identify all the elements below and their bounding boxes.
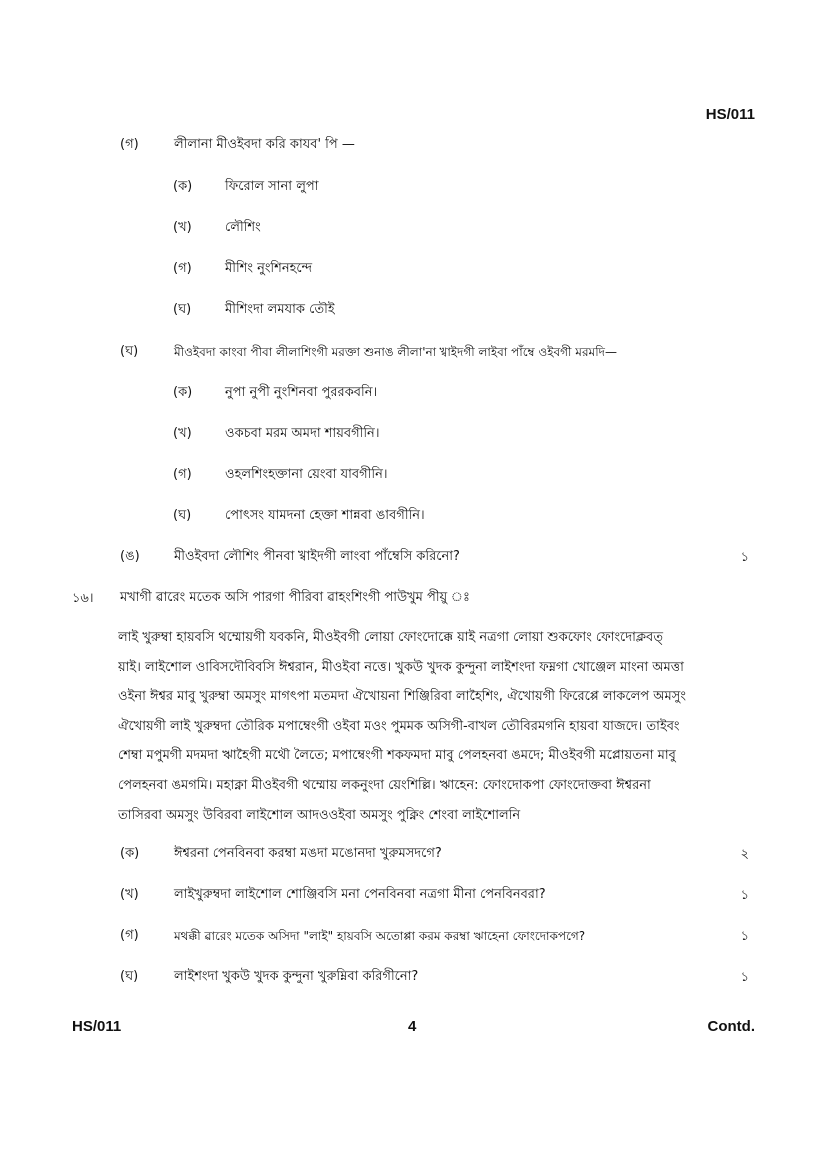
section-gha-question: মীওইবদা কাংবা পীবা লীলাশিংগী মরক্তা শুনাঙ লীলা'না খ্বাইদগী লাইবা পাঁম্বে ওইবগী মরমদি— (174, 345, 617, 359)
subquestion-text: লাইখুরুম্বদা লাইশোল শোঞ্জিবসি মনা পেনবিনবা নত্রগা মীনা পেনবিনবরা? (174, 887, 546, 902)
subquestion-text: লাইশংদা খুকউ খুদক কুন্দুনা খুরুম্নিবা করিগীনো? (174, 969, 419, 984)
option-label: (গ) (173, 467, 192, 482)
option-text: নুপা নুপী নুংশিনবা পুররকবনি। (225, 385, 378, 400)
paper-code-header: HS/011 (705, 106, 755, 123)
passage-line: য়াই। লাইশোল ওাবিসদৌবিবসি ঈশ্বরান, মীওইবা নত্তে। খুকউ খুদক কুন্দুনা লাইশংদা ফম্নগা খোঞ্জেল মাংনা অমত্তা (118, 659, 684, 675)
option-text: মীশিংদা লমযাক তৌই (225, 302, 335, 317)
option-text: ওহলশিংহক্তানা য়েংবা যাবগীনি। (225, 467, 388, 482)
passage-line: পেলহনবা ঙমগমি। মহাক্না মীওইবগী থম্মোয় লকনুংদা য়েংশিল্লি। ঋাহেন: ফোংদোকপা ফোংদোক্তবা ঈশ্বরনা (118, 777, 651, 793)
marks-value: ২ (740, 847, 749, 862)
marks-value: ১ (740, 929, 749, 944)
passage-line: শেম্বা মপুমগী মদমদা ঋাহৈগী মথৌ লৈতে; মপাম্বেংগী শকফমদা মাবু পেলহনবা ঙমদে; মীওইবগী মপ্লোয়তনা মাবু (118, 748, 676, 764)
option-text: লৌশিং (225, 220, 261, 235)
continued-label: Contd. (707, 1018, 755, 1035)
marks-value: ১ (740, 970, 749, 985)
question-number: ১৬। (72, 591, 94, 606)
option-label: (ঘ) (173, 508, 192, 523)
subquestion-label: (ঘ) (120, 969, 139, 984)
option-label: (খ) (173, 426, 192, 441)
section-uo-label: (ঙ) (120, 549, 140, 564)
option-text: ফিরোল সানা লুপা (225, 179, 319, 194)
option-text: মীশিং নুংশিনহন্দে (225, 261, 313, 276)
passage-line: লাই খুরুম্বা হায়বসি থম্মোয়গী যবকনি, মীওইবগী লোয়া ফোংদোক্কে য়াই নত্রগা লোয়া শুকফোং ফোংদোক্লবত্ (118, 630, 664, 645)
subquestion-label: (ক) (120, 846, 140, 861)
subquestion-text: মথক্কী ৱারেং মতেক অসিদা "লাই" হায়বসি অতোপ্পা করম করম্বা ঋাহেনা ফোংদোকপগে? (174, 929, 586, 943)
page-number: 4 (408, 1018, 417, 1035)
option-label: (গ) (173, 261, 192, 276)
option-text: পোৎসং যামদনা হেক্তা শান্নবা ঙাবগীনি। (225, 508, 425, 523)
option-label: (ক) (173, 385, 193, 400)
marks-value: ১ (740, 550, 749, 565)
section-ga-question: লীলানা মীওইবদা করি কাযব' পি — (174, 137, 355, 152)
section-uo-question: মীওইবদা লৌশিং পীনবা খ্বাইদগী লাংবা পাঁম্বেসি করিনো? (174, 549, 460, 564)
option-label: (ঘ) (173, 302, 192, 317)
option-label: (খ) (173, 220, 192, 235)
marks-value: ১ (740, 888, 749, 903)
subquestion-label: (খ) (120, 887, 139, 902)
section-ga-label: (গ) (120, 137, 139, 152)
option-label: (ক) (173, 179, 193, 194)
passage-line: ঐখোয়গী লাই খুরুম্বদা তৌরিক মপাম্বেংগী ওইবা মওং পুমমক অসিগী-বাখল তৌবিরমগনি হায়বা যাজদে। তাইবং (118, 718, 680, 734)
option-text: ওকচবা মরম অমদা শায়বগীনি। (225, 426, 380, 441)
subquestion-label: (গ) (120, 928, 139, 943)
passage-line: তাসিরবা অমসুং উবিরবা লাইশোল আদওওইবা অমসুং পুক্নিং শেংবা লাইশোলনি (118, 807, 521, 823)
question-instruction: মখাগী ৱারেং মতেক অসি পারগা পীরিবা ৱাহংশিংগী পাউখুম পীয়ু ঃ (120, 590, 470, 605)
subquestion-text: ঈশ্বরনা পেনবিনবা করম্বা মঙদা মঙোনদা খুরুমসদগে? (174, 846, 442, 861)
passage-line: ওইনা ঈশ্বর মাবু খুরুম্বা অমসুং মাগৎপা মতমদা ঐখোয়না শিঞ্জিরিবা লাহৈশিং, ঐখোয়গী ফিরেপ্পে লাকলেপ অমসুং (118, 689, 686, 705)
passage (118, 623, 758, 830)
section-gha-label: (ঘ) (120, 344, 139, 359)
footer-paper-code: HS/011 (72, 1018, 122, 1035)
